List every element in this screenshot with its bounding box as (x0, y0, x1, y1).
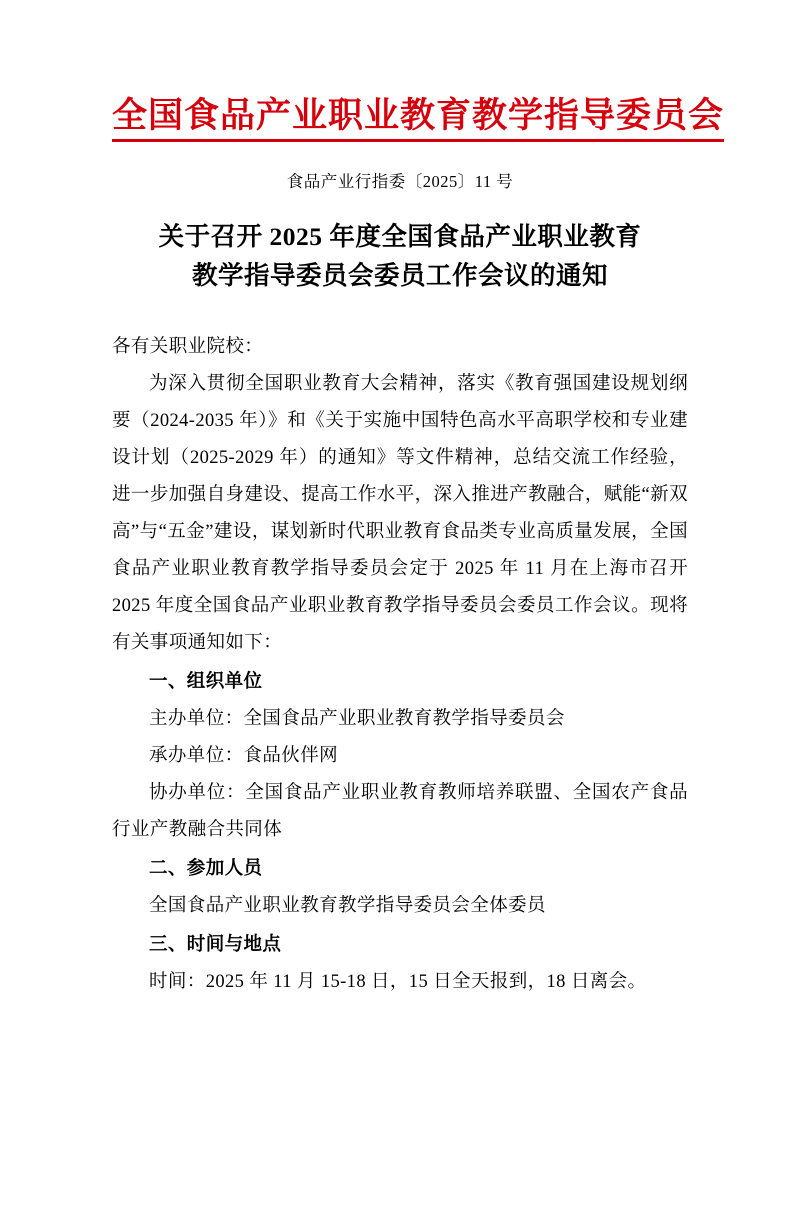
organizer-host: 主办单位：全国食品产业职业教育教学指导委员会 (149, 708, 565, 729)
section-heading-time-place: 三、时间与地点 (149, 934, 282, 955)
participants-detail: 全国食品产业职业教育教学指导委员会全体委员 (149, 895, 546, 916)
organizer-coorganizer: 协办单位：全国食品产业职业教育教师培养联盟、全国农产食品行业产教融合共同体 (112, 782, 688, 840)
time-detail: 时间：2025 年 11 月 15-18 日，15 日全天报到，18 日离会。 (149, 971, 647, 992)
document-page (0, 96, 800, 1227)
document-title-line-2: 教学指导委员会委员工作会议的通知 (191, 260, 608, 290)
organizer-undertaker: 承办单位：食品伙伴网 (149, 745, 339, 766)
masthead-text: 全国食品产业职业教育教学指导委员会 (112, 96, 724, 142)
document-masthead (112, 96, 725, 142)
intro-paragraph: 为深入贯彻全国职业教育大会精神，落实《教育强国建设规划纲要（2024-2035 年）》和《关于实施中国特色高水平高职学校和专业建设计划（2025-2029 年）的通知》等文件精神，总结交流工作经验，进一步加强自身建设、提高工作水平，深入推进产教融合，赋能“新双高”与“五金”建设，谋划新时代职业教育食品类专业高质量发展，全国食品产业职业教育教学指导委员会定于 2025 年 11 月在上海市召开 2025 年度全国食品产业职业教育教学指导委员会委员工作会议。现将有关事项通知如下： (112, 373, 688, 653)
document-title-line-1: 关于召开 2025 年度全国食品产业职业教育 (158, 222, 642, 252)
salutation: 各有关职业院校： (112, 336, 264, 357)
document-body (112, 329, 688, 1001)
section-heading-participants: 二、参加人员 (149, 858, 263, 879)
document-number: 食品产业行指委〔2025〕11 号 (286, 172, 514, 192)
section-heading-organizers: 一、组织单位 (149, 671, 263, 692)
document-title (112, 218, 688, 295)
